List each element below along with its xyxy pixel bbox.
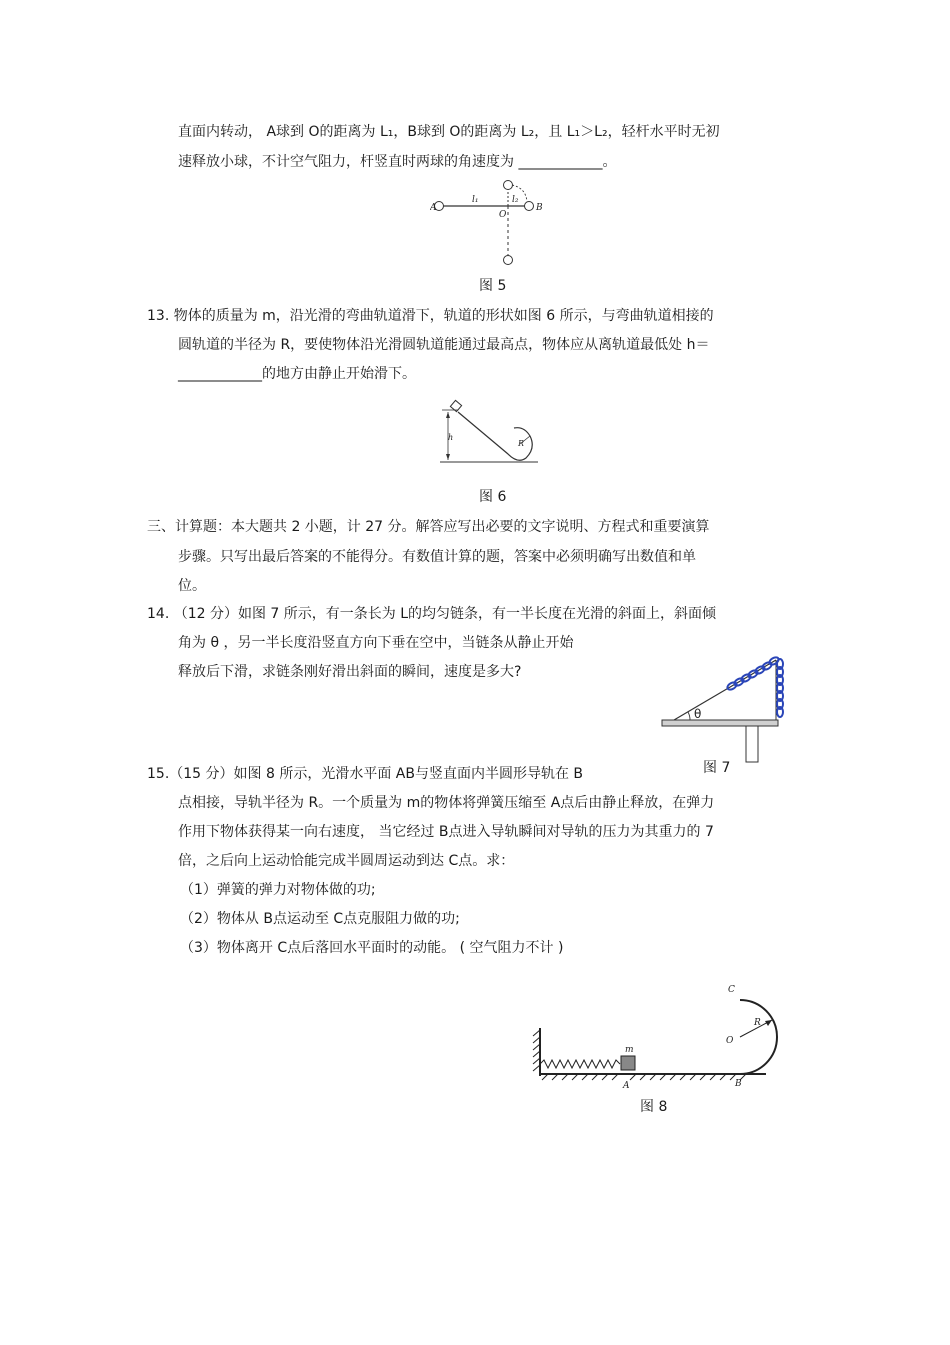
q12-line-2: 速释放小球，不计空气阻力，杆竖直时两球的角速度为 ____________。 bbox=[178, 154, 617, 170]
section3-line-2: 步骤。只写出最后答案的不能得分。有数值计算的题，答案中必须明确写出数值和单 bbox=[178, 549, 696, 565]
q15-line-2: 点相接，导轨半径为 R。一个质量为 m的物体将弹簧压缩至 A点后由静止释放，在弹力 bbox=[178, 795, 715, 811]
fig8-label-r: R bbox=[754, 1018, 761, 1028]
figure-8-caption: 图 8 bbox=[640, 1099, 668, 1115]
q15-item-1: （1）弹簧的弹力对物体做的功; bbox=[180, 882, 376, 898]
figure-5 bbox=[430, 176, 550, 268]
section3-line-3: 位。 bbox=[178, 578, 206, 594]
figure-7-caption: 图 7 bbox=[703, 760, 731, 776]
q14-line-3: 释放后下滑，求链条刚好滑出斜面的瞬间，速度是多大? bbox=[178, 664, 522, 680]
q13-line-1: 13. 物体的质量为 m，沿光滑的弯曲轨道滑下，轨道的形状如图 6 所示，与弯曲轨道相接的 bbox=[147, 308, 714, 324]
section3-line-1: 三、计算题：本大题共 2 小题，计 27 分。解答应写出必要的文字说明、方程式和重要演算 bbox=[147, 519, 710, 535]
fig5-label-b: B bbox=[536, 203, 543, 213]
fig8-label-a: A bbox=[623, 1081, 630, 1091]
fig5-label-l2: l₂ bbox=[512, 195, 519, 205]
figure-5-caption: 图 5 bbox=[479, 278, 507, 294]
fig5-label-o: O bbox=[499, 210, 507, 220]
fig8-label-o: O bbox=[726, 1036, 734, 1046]
figure-6-caption: 图 6 bbox=[479, 489, 507, 505]
figure-7 bbox=[660, 650, 790, 765]
q15-item-3: （3）物体离开 C点后落回水平面时的动能。 ( 空气阻力不计 ) bbox=[180, 940, 564, 956]
fig8-label-b: B bbox=[735, 1079, 742, 1089]
q15-item-2: （2）物体从 B点运动至 C点克服阻力做的功; bbox=[180, 911, 460, 927]
fig8-label-c: C bbox=[728, 985, 735, 995]
fig6-label-r: R bbox=[518, 439, 525, 448]
fig5-label-l1: l₁ bbox=[472, 195, 479, 205]
figure-6 bbox=[438, 398, 542, 470]
fig8-label-m: m bbox=[625, 1045, 634, 1055]
fig6-label-h: h bbox=[448, 433, 454, 442]
q13-line-2: 圆轨道的半径为 R，要使物体沿光滑圆轨道能通过最高点，物体应从离轨道最低处 h＝ bbox=[178, 337, 710, 353]
q15-line-4: 倍，之后向上运动恰能完成半圆周运动到达 C点。求： bbox=[178, 853, 515, 869]
q14-line-2: 角为 θ ，另一半长度沿竖直方向下垂在空中，当链条从静止开始 bbox=[178, 635, 574, 651]
q12-line-1: 直面内转动， A球到 O的距离为 L₁，B球到 O的距离为 L₂，且 L₁＞L₂，轻杆水平时无初 bbox=[178, 124, 720, 140]
q14-line-1: 14. （12 分）如图 7 所示，有一条长为 L的均匀链条，有一半长度在光滑的斜面上，斜面倾 bbox=[147, 606, 717, 622]
q15-line-1: 15.（15 分）如图 8 所示，光滑水平面 AB与竖直面内半圆形导轨在 B bbox=[147, 766, 584, 782]
q13-line-3: ____________的地方由静止开始滑下。 bbox=[178, 366, 416, 382]
fig5-label-a: A bbox=[430, 203, 437, 213]
q15-line-3: 作用下物体获得某一向右速度， 当它经过 B点进入导轨瞬间对导轨的压力为其重力的 7 bbox=[178, 824, 714, 840]
fig7-label-theta: θ bbox=[694, 707, 702, 721]
figure-8 bbox=[530, 976, 790, 1098]
